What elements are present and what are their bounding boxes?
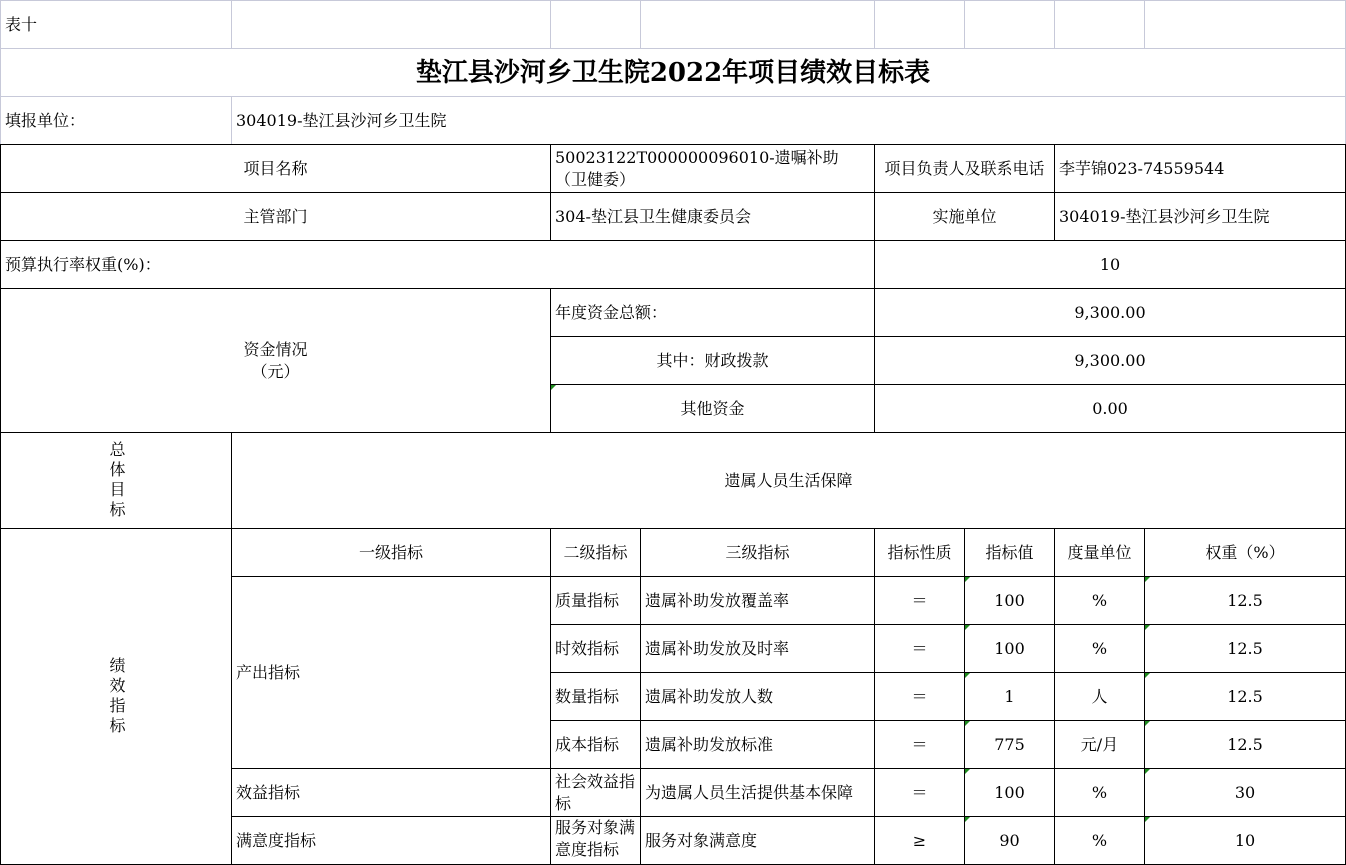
grid-line <box>964 0 965 48</box>
funds-other-value[interactable]: 0.00 <box>1092 398 1128 418</box>
dept-value[interactable]: 304-垫江县卫生健康委员会 <box>555 206 751 226</box>
grid-line <box>231 0 232 48</box>
level1-satisfaction[interactable]: 满意度指标 <box>236 830 317 850</box>
dept-label[interactable]: 主管部门 <box>243 206 308 226</box>
row-level3[interactable]: 为遗属人员生活提供基本保障 <box>645 782 854 802</box>
row-level3[interactable]: 遗属补助发放标准 <box>645 734 774 754</box>
row-nature[interactable]: ＝ <box>911 782 928 802</box>
grid-line <box>874 0 875 48</box>
row-value[interactable]: 90 <box>999 830 1020 850</box>
header-level3[interactable]: 三级指标 <box>725 542 790 562</box>
fill-unit-value[interactable]: 304019-垫江县沙河乡卫生院 <box>236 110 447 130</box>
row-level2[interactable]: 时效指标 <box>555 638 620 658</box>
funds-label-cell[interactable] <box>1 289 550 432</box>
indicators-side-label: 绩效指标 <box>107 656 126 737</box>
row-nature[interactable]: ≥ <box>912 830 927 850</box>
row-level2[interactable]: 质量指标 <box>555 590 620 610</box>
project-owner-value[interactable]: 李芋锦023-74559544 <box>1059 158 1225 178</box>
row-level3[interactable]: 遗属补助发放人数 <box>645 686 774 706</box>
funds-label: 资金情况 <box>243 339 308 359</box>
row-unit[interactable]: % <box>1091 830 1108 850</box>
row-value[interactable]: 100 <box>994 638 1025 658</box>
grid-line <box>550 0 551 48</box>
impl-unit-value[interactable]: 304019-垫江县沙河乡卫生院 <box>1059 206 1270 226</box>
row-unit[interactable]: 人 <box>1091 686 1108 706</box>
grid-line <box>1054 0 1055 48</box>
header-level2[interactable]: 二级指标 <box>563 542 628 562</box>
budget-weight-value[interactable]: 10 <box>1099 254 1121 274</box>
row-level2[interactable]: 数量指标 <box>555 686 620 706</box>
goal-label: 总体目标 <box>107 440 126 521</box>
row-nature[interactable]: ＝ <box>911 590 928 610</box>
grid-line <box>640 0 641 48</box>
row-level2[interactable]: 服务对象满意度指标 <box>555 818 636 859</box>
project-name-label[interactable]: 项目名称 <box>243 158 308 178</box>
row-level3[interactable]: 遗属补助发放覆盖率 <box>645 590 790 610</box>
grid-line <box>1144 0 1145 48</box>
row-unit[interactable]: 元/月 <box>1080 734 1119 754</box>
level1-benefit[interactable]: 效益指标 <box>236 782 301 802</box>
row-unit[interactable]: % <box>1091 590 1108 610</box>
row-nature[interactable]: ＝ <box>911 638 928 658</box>
funds-total-label[interactable]: 年度资金总额： <box>555 302 668 322</box>
row-weight[interactable]: 30 <box>1234 782 1256 802</box>
row-weight[interactable]: 12.5 <box>1227 638 1263 658</box>
row-nature[interactable]: ＝ <box>911 686 928 706</box>
funds-total-value[interactable]: 9,300.00 <box>1074 302 1146 322</box>
header-nature[interactable]: 指标性质 <box>887 542 952 562</box>
row-weight[interactable]: 12.5 <box>1227 734 1263 754</box>
funds-fiscal-value[interactable]: 9,300.00 <box>1074 350 1146 370</box>
funds-unit: （元） <box>251 361 300 381</box>
fill-unit-label[interactable]: 填报单位： <box>5 110 86 130</box>
funds-other-label[interactable]: 其他资金 <box>680 398 745 418</box>
row-level2[interactable]: 社会效益指标 <box>555 771 636 813</box>
row-weight[interactable]: 12.5 <box>1227 590 1263 610</box>
row-weight[interactable]: 12.5 <box>1227 686 1263 706</box>
row-unit[interactable]: % <box>1091 638 1108 658</box>
impl-unit-label[interactable]: 实施单位 <box>932 206 997 226</box>
table-number[interactable]: 表十 <box>5 14 38 34</box>
row-level2[interactable]: 成本指标 <box>555 734 620 754</box>
page-title[interactable]: 垫江县沙河乡卫生院2022年项目绩效目标表 <box>415 57 931 88</box>
row-value[interactable]: 775 <box>994 734 1025 754</box>
header-weight[interactable]: 权重（%） <box>1205 542 1285 562</box>
row-level3[interactable]: 服务对象满意度 <box>645 830 758 850</box>
header-value[interactable]: 指标值 <box>985 542 1034 562</box>
row-weight[interactable]: 10 <box>1234 830 1256 850</box>
project-owner-label[interactable]: 项目负责人及联系电话 <box>884 158 1045 178</box>
indicators-side-cell[interactable] <box>1 529 231 864</box>
budget-weight-label[interactable]: 预算执行率权重(%)： <box>5 254 161 274</box>
row-value[interactable]: 100 <box>994 590 1025 610</box>
goal-label-cell[interactable] <box>1 433 231 528</box>
header-unit[interactable]: 度量单位 <box>1067 542 1132 562</box>
row-unit[interactable]: % <box>1091 782 1108 802</box>
goal-value[interactable]: 遗属人员生活保障 <box>724 470 853 490</box>
level1-output[interactable]: 产出指标 <box>236 662 301 682</box>
row-value[interactable]: 100 <box>994 782 1025 802</box>
funds-fiscal-label[interactable]: 其中：财政拨款 <box>656 350 769 370</box>
header-level1[interactable]: 一级指标 <box>358 542 423 562</box>
project-name-value[interactable]: 50023122T000000096010-遗嘱补助（卫健委） <box>555 147 839 189</box>
row-nature[interactable]: ＝ <box>911 734 928 754</box>
row-level3[interactable]: 遗属补助发放及时率 <box>645 638 790 658</box>
row-value[interactable]: 1 <box>1004 686 1015 706</box>
